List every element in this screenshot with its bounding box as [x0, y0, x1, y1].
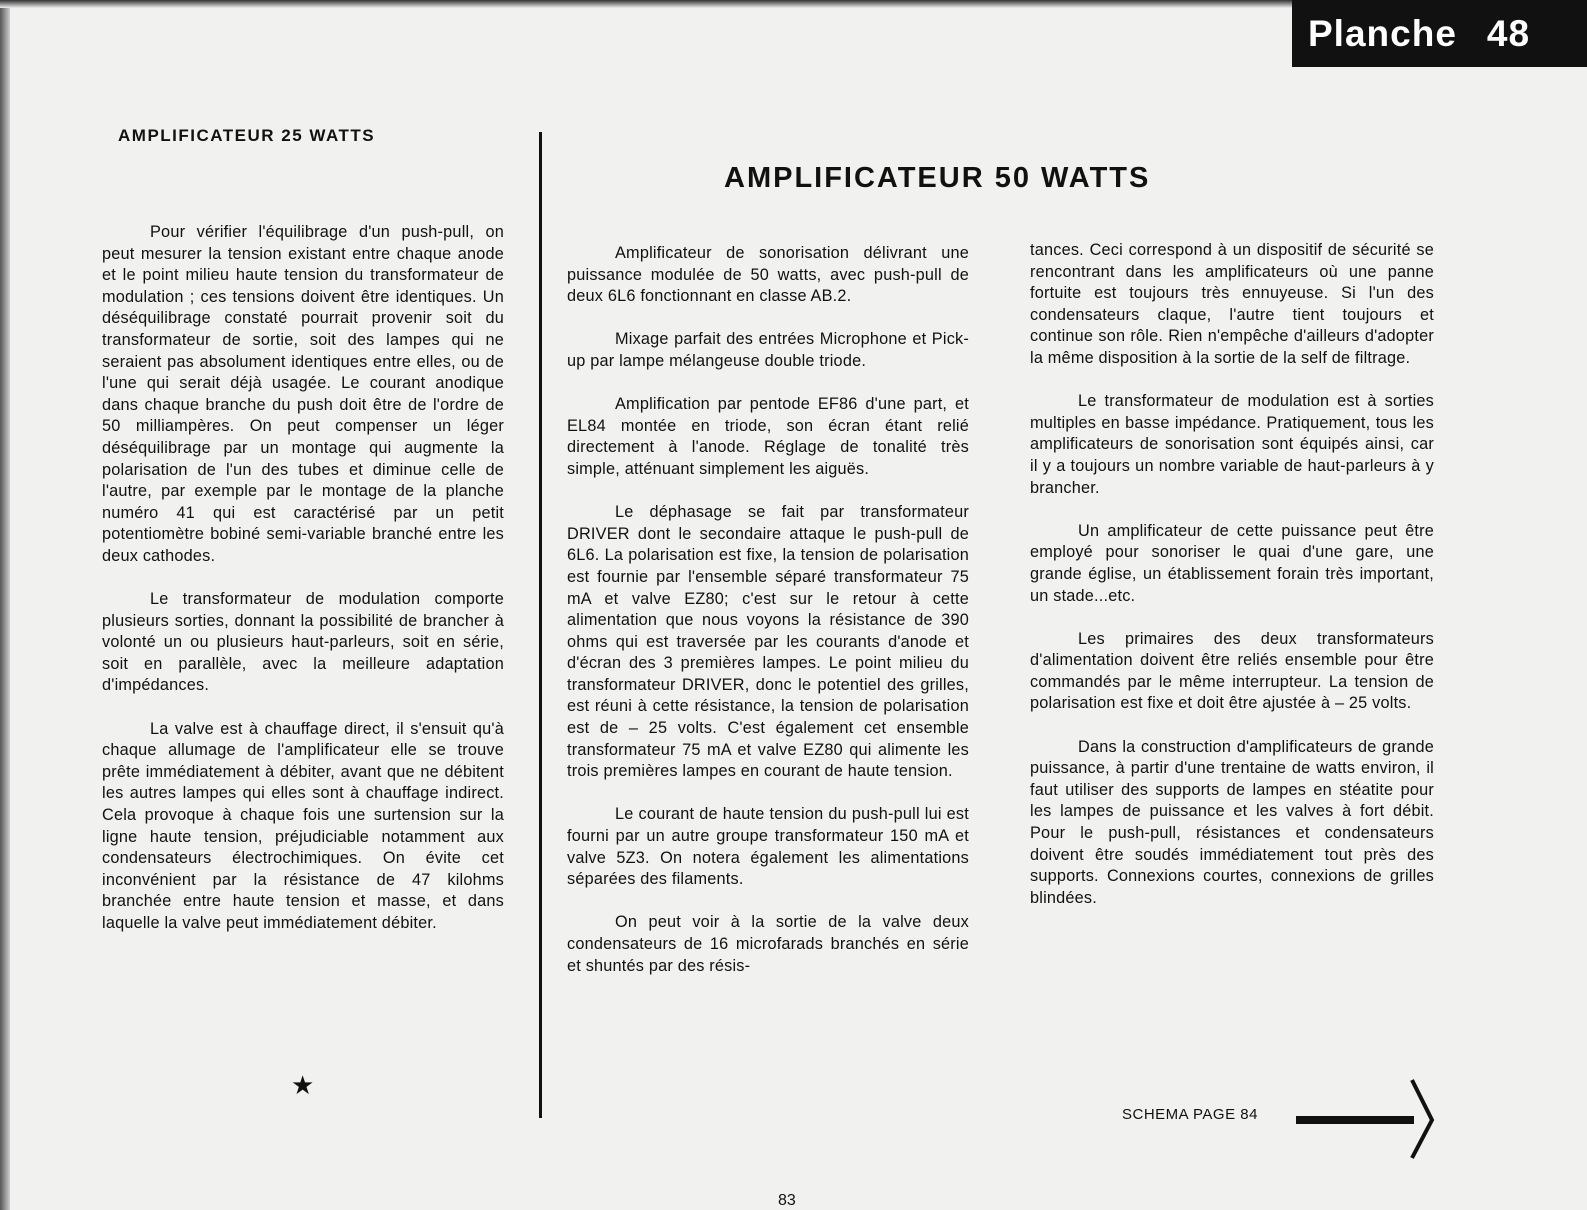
column-divider	[539, 132, 542, 1118]
paragraph: Mixage parfait des entrées Microphone et Pick-up par lampe mélangeuse double triode.	[567, 330, 969, 370]
paragraph: Un amplificateur de cette puissance peut être employé pour sonoriser le quai d'une gare, une grande église, un établissement forain très important, un stade...etc.	[1030, 521, 1434, 605]
star-ornament: ★	[291, 1070, 315, 1100]
page-number: 83	[778, 1192, 796, 1209]
right-column	[1030, 240, 1434, 931]
paragraph: Le transformateur de modulation est à sorties multiples en basse impédance. Pratiquement, tous les amplificateurs de sonorisation sont équipés ainsi, car il y a toujours un nombre variable de haut-parleurs à y brancher.	[1030, 392, 1434, 497]
paragraph: Amplification par pentode EF86 d'une part, et EL84 montée en triode, son écran étant relié directement à l'anode. Réglage de tonalité très simple, atténuant simplement les aiguës.	[567, 395, 969, 478]
plate-number: 48	[1486, 12, 1531, 54]
plate-header	[1292, 0, 1587, 67]
paragraph: tances. Ceci correspond à un dispositif de sécurité se rencontrant dans les amplificateurs où une panne fortuite est toujours très ennuyeuse. Si l'un des condensateurs claque, l'autre tient toujours et continue son rôle. Rien n'empêche d'ailleurs d'adopter la même disposition à la sortie de la self de filtrage.	[1030, 241, 1434, 367]
paragraph: Amplificateur de sonorisation délivrant une puissance modulée de 50 watts, avec push-pull de deux 6L6 fonctionnant en classe AB.2.	[567, 244, 969, 306]
paragraph: Le transformateur de modulation comporte plusieurs sorties, donnant la possibilité de brancher à volonté un ou plusieurs haut-parleurs, soit en série, soit en parallèle, avec la meilleure adaptation d'impédances.	[102, 590, 504, 695]
schema-reference: SCHEMA PAGE 84	[1122, 1106, 1258, 1123]
section-title-50w: AMPLIFICATEUR 50 WATTS	[724, 162, 1151, 194]
paragraph: On peut voir à la sortie de la valve deux condensateurs de 16 microfarads branchés en série et shuntés par des résis-	[567, 913, 969, 975]
middle-column	[567, 243, 969, 999]
paragraph: Le courant de haute tension du push-pull lui est fourni par un autre groupe transformateur 150 mA et valve 5Z3. On notera également les alimentations séparées des filaments.	[567, 805, 969, 889]
arrow-right-icon	[1294, 1078, 1439, 1163]
paragraph: Pour vérifier l'équilibrage d'un push-pull, on peut mesurer la tension existant entre chaque anode et le point milieu haute tension du transformateur de modulation ; ces tensions doivent être identiques. Un déséquilibrage constaté pourrait provenir soit du transformateur de sortie, soit des lampes qui ne seraient pas absolument identiques entre elles, ou de l'une qui serait déjà usagée. Le courant anodique dans chaque branche du push doit être de l'ordre de 50 milliampères. On peut compenser un léger déséquilibrage par un montage qui augmente la polarisation de l'un des tubes et diminue celle de l'autre, par exemple par le montage de la planche numéro 41 qui est caractérisé par un petit potentiomètre bobiné semi-variable branché entre les deux cathodes.	[102, 223, 504, 565]
page-binding-shadow	[0, 0, 10, 1210]
plate-label: Planche	[1308, 12, 1457, 54]
paragraph: Dans la construction d'amplificateurs de grande puissance, à partir d'une trentaine de watts environ, il faut utiliser des supports de lampes en stéatite pour les lampes de puissance et les valves à fort débit. Pour le push-pull, résistances et condensateurs doivent être soudés immédiatement tout près des supports. Connexions courtes, connexions de grilles blindées.	[1030, 737, 1434, 907]
paragraph: La valve est à chauffage direct, il s'ensuit qu'à chaque allumage de l'amplificateur elle se trouve prête immédiatement à débiter, avant que ne débitent les autres lampes qui elles sont à chauffage indirect. Cela provoque à chaque fois une surtension sur la ligne haute tension, préjudiciable notamment aux condensateurs électrochimiques. On évite cet inconvénient par la résistance de 47 kilohms branchée entre haute tension et masse, et dans laquelle la valve peut immédiatement débiter.	[102, 719, 504, 932]
paragraph: Le déphasage se fait par transformateur DRIVER dont le secondaire attaque le push-pull de 6L6. La polarisation est fixe, la tension de polarisation est fournie par l'ensemble séparé transformateur 75 mA et valve EZ80; c'est sur le retour à cette alimentation que nous voyons la résistance de 390 ohms qui est traversée par les courants d'anode et d'écran des 3 premières lampes. Le point milieu du transformateur DRIVER, donc le potentiel des grilles, est réuni à cette résistance, la tension de polarisation est de – 25 volts. C'est également cet ensemble transformateur 75 mA et valve EZ80 qui alimente les trois premières lampes en courant de haute tension.	[567, 503, 969, 781]
paragraph: Les primaires des deux transformateurs d'alimentation doivent être reliés ensemble pour être commandés par le même interrupteur. La tension de polarisation est fixe et doit être ajustée à – 25 volts.	[1030, 629, 1434, 713]
section-title-25w: AMPLIFICATEUR 25 WATTS	[118, 126, 376, 145]
left-column	[102, 222, 504, 956]
